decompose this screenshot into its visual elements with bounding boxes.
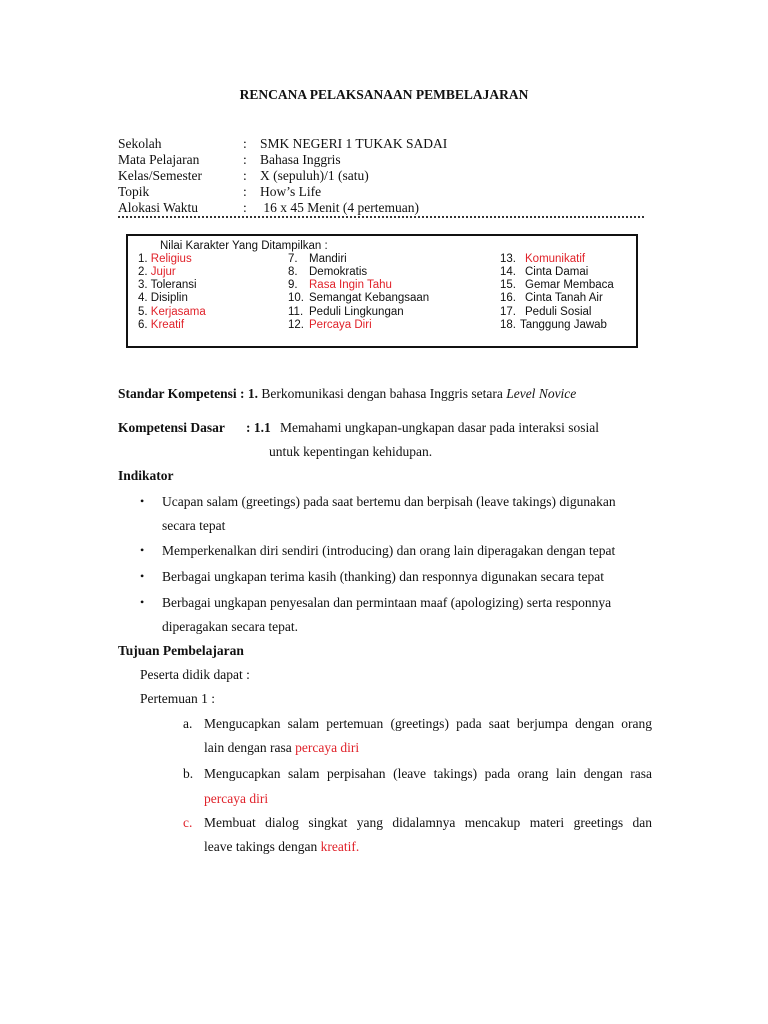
karakter-label: Toleransi [150, 279, 197, 291]
tujuan-line2-text: leave takings dengan [204, 839, 321, 854]
info-sep: : [243, 168, 247, 183]
standar-label: Standar Kompetensi : [118, 386, 245, 401]
karakter-num: 6. [138, 319, 151, 331]
karakter-num: 13. [500, 253, 516, 265]
tujuan-letter: a. [183, 716, 193, 731]
karakter-label: Gemar Membaca [525, 279, 614, 291]
info-value-topik: How’s Life [260, 184, 322, 199]
info-value-alokasi: 16 x 45 Menit (4 pertemuan) [260, 200, 419, 215]
karakter-num: 16. [500, 292, 516, 304]
karakter-num: 10. [288, 292, 304, 304]
info-sep: : [243, 152, 247, 167]
info-label-kelas: Kelas/Semester [118, 168, 202, 183]
karakter-item [138, 279, 197, 291]
info-value-sekolah: SMK NEGERI 1 TUKAK SADAI [260, 136, 448, 151]
karakter-label: Rasa Ingin Tahu [309, 279, 392, 291]
karakter-label: Komunikatif [525, 253, 586, 265]
standar-text: Berkomunikasi dengan bahasa Inggris setara [258, 386, 507, 401]
kd-line2: untuk kepentingan kehidupan. [269, 444, 433, 459]
tujuan-intro: Peserta didik dapat : [140, 667, 250, 682]
info-sep: : [243, 200, 247, 215]
karakter-item [138, 319, 184, 331]
bullet-icon: • [140, 543, 145, 557]
tujuan-item-line2 [204, 839, 359, 855]
karakter-label: Tanggung Jawab [520, 319, 607, 331]
indikator-item-line1: Berbagai ungkapan penyesalan dan permintaan maaf (apologizing) serta responnya [162, 595, 612, 610]
karakter-num: 7. [288, 253, 298, 265]
karakter-num: 1. [138, 253, 151, 265]
tujuan-line2-highlight: kreatif. [320, 839, 360, 854]
karakter-num: 3. [138, 279, 151, 291]
karakter-item [138, 306, 206, 318]
karakter-label: Cinta Tanah Air [525, 292, 603, 304]
tujuan-item-line1: Mengucapkan salam pertemuan (greetings) pada saat berjumpa dengan orang [204, 716, 652, 731]
karakter-heading: Nilai Karakter Yang Ditampilkan : [160, 240, 328, 252]
karakter-num: 11. [288, 306, 304, 318]
indikator-item-line2: diperagakan secara tepat. [162, 619, 299, 634]
tujuan-item-line1: Membuat dialog singkat yang didalamnya mencakup materi greetings dan [204, 815, 652, 830]
info-label-sekolah: Sekolah [118, 136, 162, 151]
indikator-item-line1: Berbagai ungkapan terima kasih (thanking) dan responnya digunakan secara tepat [162, 569, 604, 584]
karakter-num: 8. [288, 266, 298, 278]
indikator-item-line2: secara tepat [162, 518, 226, 533]
standar-kompetensi [118, 386, 576, 402]
indikator-item-line1: Ucapan salam (greetings) pada saat bertemu dan berpisah (leave takings) digunakan [162, 494, 616, 509]
info-sep: : [243, 136, 247, 151]
karakter-label: Religius [150, 253, 192, 265]
karakter-label: Kreatif [150, 319, 185, 331]
karakter-label: Peduli Sosial [525, 306, 592, 318]
karakter-label: Jujur [150, 266, 176, 278]
tujuan-line2-highlight: percaya diri [295, 740, 360, 755]
kd-num: : 1.1 [246, 420, 271, 435]
tujuan-letter: b. [183, 766, 194, 781]
karakter-label: Percaya Diri [309, 319, 372, 331]
tujuan-letter: c. [183, 815, 193, 830]
karakter-label: Mandiri [309, 253, 347, 265]
karakter-num: 9. [288, 279, 298, 291]
bullet-icon: • [140, 569, 145, 583]
kd-line1: Memahami ungkapan-ungkapan dasar pada interaksi sosial [280, 420, 600, 435]
karakter-label: Kerjasama [150, 306, 206, 318]
karakter-label: Disiplin [150, 292, 188, 304]
tujuan-heading: Tujuan Pembelajaran [118, 643, 244, 658]
indikator-heading: Indikator [118, 468, 174, 483]
indikator-item-line1: Memperkenalkan diri sendiri (introducing) dan orang lain diperagakan dengan tepat [162, 543, 616, 558]
karakter-label: Demokratis [309, 266, 368, 278]
tujuan-meeting: Pertemuan 1 : [140, 691, 215, 706]
tujuan-item-line2 [204, 791, 268, 807]
info-label-mapel: Mata Pelajaran [118, 152, 200, 167]
tujuan-item-line2 [204, 740, 359, 756]
karakter-num: 14. [500, 266, 516, 278]
kd-label: Kompetensi Dasar [118, 420, 225, 435]
info-label-topik: Topik [118, 184, 150, 199]
bullet-icon: • [140, 494, 145, 508]
karakter-num: 12. [288, 319, 304, 331]
karakter-item [138, 253, 192, 265]
standar-num: 1. [247, 386, 259, 401]
standar-italic: Level Novice [506, 386, 577, 401]
tujuan-item-line1: Mengucapkan salam perpisahan (leave takings) pada orang lain dengan rasa [204, 766, 652, 781]
info-value-mapel: Bahasa Inggris [260, 152, 341, 167]
tujuan-line2-text: lain dengan rasa [204, 740, 296, 755]
karakter-num: 4. [138, 292, 151, 304]
karakter-item [138, 292, 188, 304]
karakter-item [138, 266, 176, 278]
tujuan-line2-highlight: percaya diri [204, 791, 269, 806]
info-value-kelas: X (sepuluh)/1 (satu) [260, 168, 369, 183]
karakter-num: 18. [500, 319, 516, 331]
karakter-label: Semangat Kebangsaan [309, 292, 430, 304]
karakter-num: 5. [138, 306, 151, 318]
document-title: RENCANA PELAKSANAAN PEMBELAJARAN [239, 87, 529, 102]
karakter-label: Cinta Damai [525, 266, 589, 278]
bullet-icon: • [140, 595, 145, 609]
karakter-label: Peduli Lingkungan [309, 306, 404, 318]
karakter-num: 2. [138, 266, 151, 278]
karakter-num: 17. [500, 306, 516, 318]
karakter-num: 15. [500, 279, 516, 291]
info-label-alokasi: Alokasi Waktu [118, 200, 199, 215]
info-sep: : [243, 184, 247, 199]
dotted-divider [118, 216, 644, 218]
